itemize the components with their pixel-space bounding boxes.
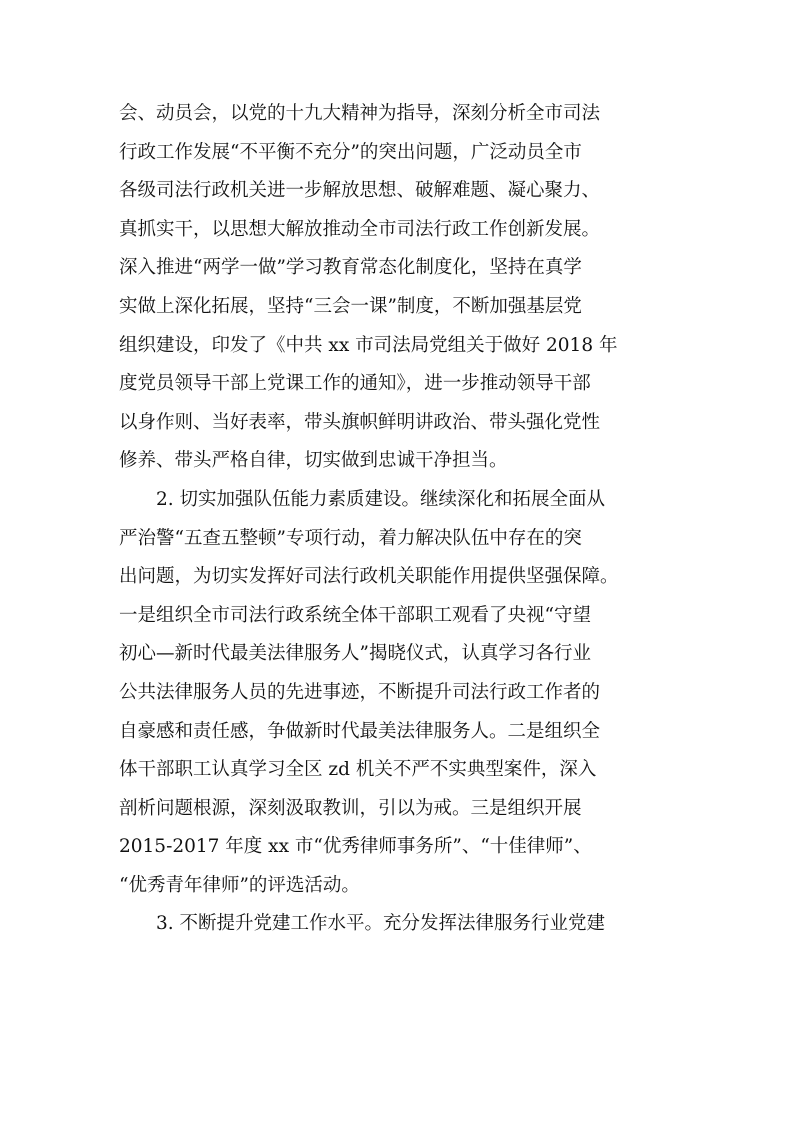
text-line: 真抓实干，以思想大解放推动全市司法行政工作创新发展。 [119,218,601,240]
section-heading-line: 2. 切实加强队伍能力素质建设。继续深化和拓展全面从 [156,488,606,510]
text-line: 度党员领导干部上党课工作的通知》，进一步推动领导干部 [119,373,591,395]
text-line: 剖析问题根源，深刻汲取教训，引以为戒。三是组织开展 [119,797,582,819]
text-line: 出问题，为切实发挥好司法行政机关职能作用提供坚强保障。 [119,566,619,588]
text-line: 一是组织全市司法行政系统全体干部职工观看了央视“守望 [119,604,591,626]
text-line: 公共法律服务人员的先进事迹，不断提升司法行政工作者的 [119,681,601,703]
text-line: 初心—新时代最美法律服务人”揭晓仪式，认真学习各行业 [119,643,591,665]
text-line: 组织建设，印发了《中共 xx 市司法局党组关于做好 2018 年 [119,334,618,356]
text-line: 会、动员会，以党的十九大精神为指导，深刻分析全市司法 [119,103,601,124]
text-line: 行政工作发展“不平衡不充分”的突出问题，广泛动员全市 [119,141,582,163]
section-heading-line: 3. 不断提升党建工作水平。充分发挥法律服务行业党建 [156,913,606,935]
text-line: 2015-2017 年度 xx 市“优秀律师事务所”、“十佳律师”、 [119,836,592,858]
text-line: 自豪感和责任感，争做新时代最美法律服务人。二是组织全 [119,720,601,742]
text-line: 修养、带头严格自律，切实做到忠诚干净担当。 [119,450,508,472]
text-line: 各级司法行政机关进一步解放思想、破解难题、凝心聚力、 [119,180,601,202]
text-line: “优秀青年律师”的评选活动。 [119,874,360,896]
text-line: 体干部职工认真学习全区 zd 机关不严不实典型案件，深入 [119,759,597,781]
body-text [119,95,681,944]
text-line: 严治警“五查五整顿”专项行动，着力解决队伍中存在的突 [119,527,582,549]
text-line: 实做上深化拓展，坚持“三会一课”制度，不断加强基层党 [119,295,582,317]
text-line: 以身作则、当好表率，带头旗帜鲜明讲政治、带头强化党性 [119,411,601,433]
text-line: 深入推进“两学一做”学习教育常态化制度化，坚持在真学 [119,257,582,279]
